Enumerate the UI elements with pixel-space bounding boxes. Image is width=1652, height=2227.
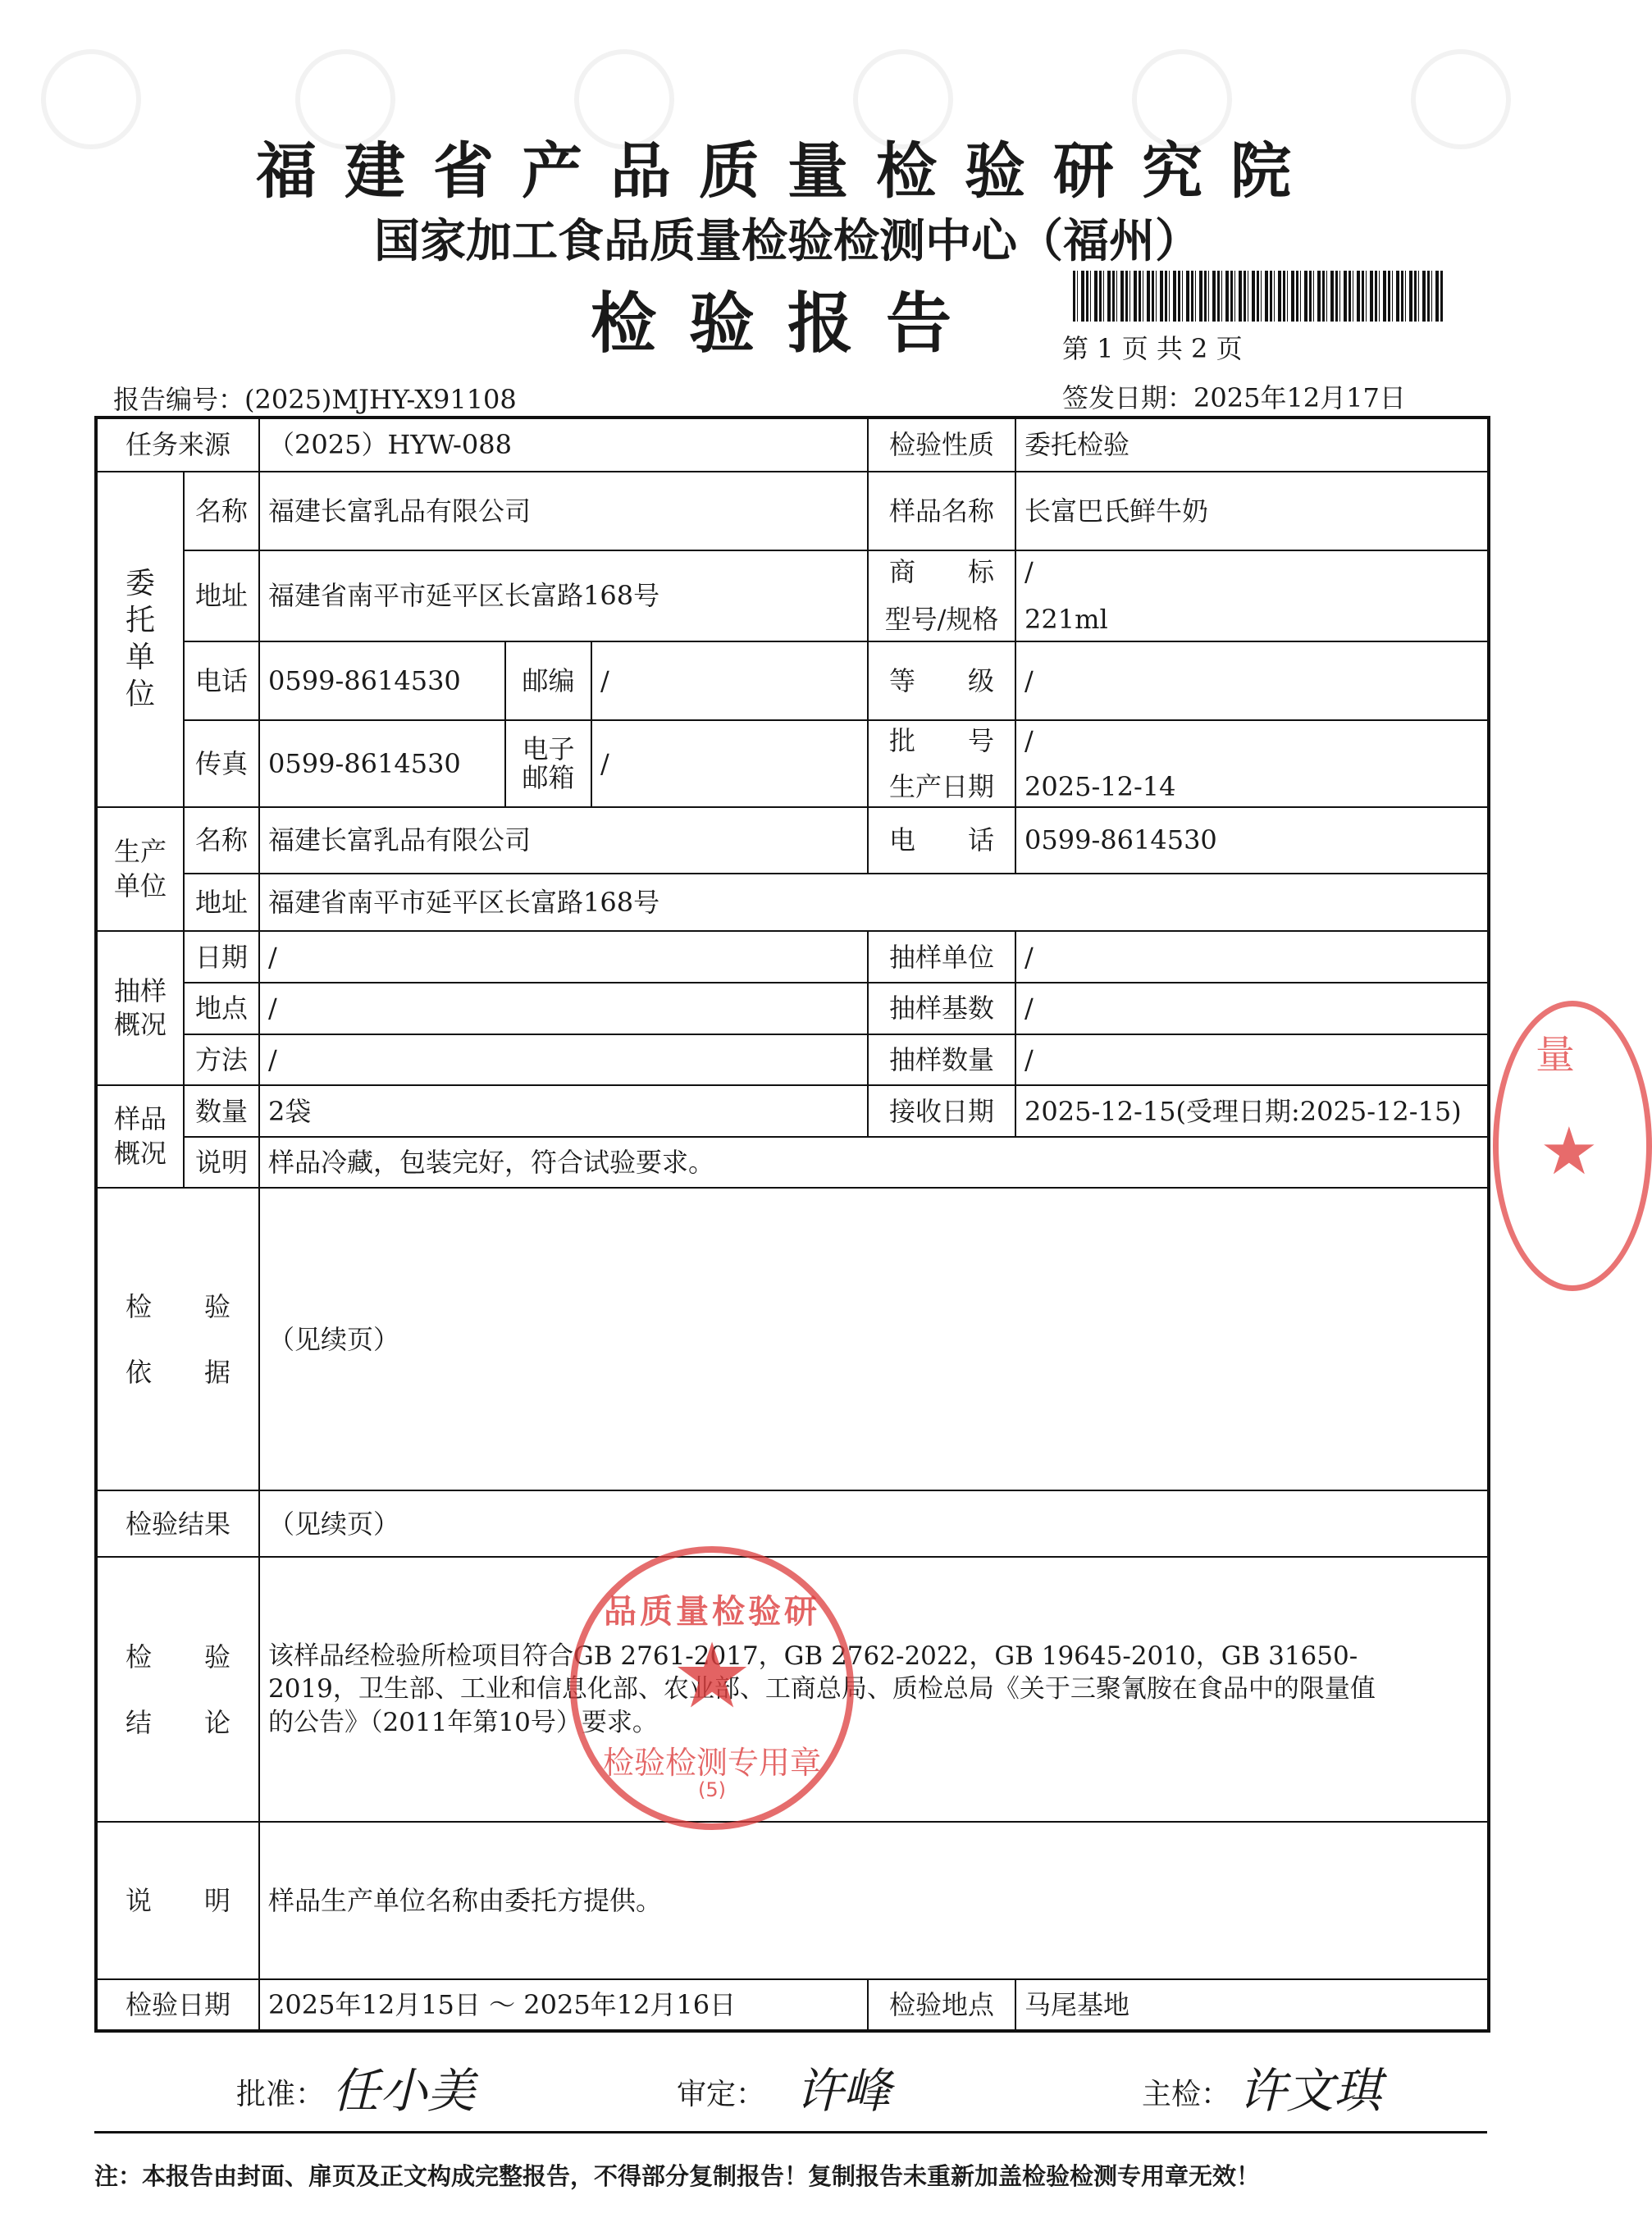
test-place-value: 马尾基地 <box>1015 1979 1489 2031</box>
review-label: 审定： <box>677 2078 766 2111</box>
stamp-bottom-text: 检验检测专用章 <box>602 1745 821 1781</box>
zip-value: / <box>591 641 868 720</box>
model-value: 221ml <box>1025 604 1108 636</box>
center-title: 国家加工食品质量检验检测中心（福州） <box>374 215 1201 268</box>
producer-name-label: 名称 <box>184 807 259 874</box>
note-value: 样品冷藏，包装完好，符合试验要求。 <box>259 1137 1489 1189</box>
review-signature: 许峰 <box>796 2063 892 2119</box>
recv-value: 2025-12-15(受理日期:2025-12-15) <box>1015 1085 1489 1137</box>
client-name-label: 名称 <box>184 472 259 550</box>
s-place-label: 地点 <box>184 983 259 1034</box>
basis-label-line2: 依 据 <box>125 1356 231 1388</box>
producer-tel-value: 0599-8614530 <box>1015 807 1489 874</box>
batch-value: / <box>1025 724 1034 756</box>
brand-label: 商 标 <box>889 556 995 588</box>
producer-name-value: 福建长富乳品有限公司 <box>259 807 868 874</box>
edge-stamp <box>1493 1001 1652 1291</box>
brand-value: / <box>1025 556 1034 588</box>
sample-name-value: 长富巴氏鲜牛奶 <box>1015 472 1489 550</box>
batch-label: 批 号 <box>889 724 995 756</box>
s-qty-value: / <box>1015 1034 1489 1086</box>
zip-label: 邮编 <box>505 641 591 720</box>
star-icon: ★ <box>1540 1113 1599 1189</box>
s-qty-label: 抽样数量 <box>868 1034 1015 1086</box>
remark-value: 样品生产单位名称由委托方提供。 <box>259 1822 1489 1979</box>
basis-label <box>96 1188 259 1490</box>
report-number: 报告编号：(2025)MJHY-X91108 <box>113 384 517 415</box>
s-unit-label: 抽样单位 <box>868 931 1015 983</box>
result-label: 检验结果 <box>96 1490 259 1557</box>
client-name-value: 福建长富乳品有限公司 <box>259 472 868 550</box>
test-date-value: 2025年12月15日 ～ 2025年12月16日 <box>259 1979 868 2031</box>
batch-date-values <box>1015 720 1489 807</box>
conclusion-label-line2: 结 论 <box>125 1706 231 1738</box>
email-label: 电子邮箱 <box>505 720 591 807</box>
issue-date: 签发日期：2025年12月17日 <box>1062 382 1406 413</box>
stamp-number: (5) <box>698 1778 726 1801</box>
footer <box>94 2131 1487 2216</box>
tel-label: 电话 <box>184 641 259 720</box>
result-value: （见续页） <box>259 1490 1489 1557</box>
footer-note: 注：本报告由封面、扉页及正文构成完整报告，不得部分复制报告！复制报告未重新加盖检验检测专用章无效！ <box>94 2162 1261 2190</box>
nature-value: 委托检验 <box>1015 418 1489 472</box>
conclusion-value: 该样品经检验所检项目符合GB 2761-2017，GB 2762-2022，GB 19645-2010，GB 31650-2019，卫生部、工业和信息化部、农业部、工商总局、质检总局《关于三聚氰胺在食品中的限量值的公告》（2011年第10号）要求。 <box>259 1557 1489 1822</box>
institute-title: 福建省产品质量检验研究院 <box>256 136 1319 207</box>
client-addr-value: 福建省南平市延平区长富路168号 <box>259 550 868 641</box>
official-stamp <box>570 1546 854 1830</box>
basis-label-line1: 检 验 <box>125 1290 231 1322</box>
conclusion-label <box>96 1557 259 1822</box>
basis-value: （见续页） <box>259 1188 1489 1490</box>
email-value: / <box>591 720 868 807</box>
barcode-icon <box>1073 271 1444 322</box>
remark-label: 说 明 <box>96 1822 259 1979</box>
producer-label: 生产单位 <box>96 807 184 932</box>
s-place-value: / <box>259 983 868 1034</box>
stamp-top-text: 品质量检验研 <box>604 1593 820 1631</box>
note-label: 说明 <box>184 1137 259 1189</box>
sample-label: 样品概况 <box>96 1085 184 1188</box>
nature-label: 检验性质 <box>868 418 1015 472</box>
s-method-value: / <box>259 1034 868 1086</box>
fax-value: 0599-8614530 <box>259 720 505 807</box>
model-label: 型号/规格 <box>884 604 999 636</box>
producer-addr-label: 地址 <box>184 874 259 932</box>
report-title: 检验报告 <box>591 285 984 362</box>
qty-value: 2袋 <box>259 1085 868 1137</box>
producer-tel-label: 电 话 <box>868 807 1015 874</box>
qty-label: 数量 <box>184 1085 259 1137</box>
chief-signature: 许文琪 <box>1239 2063 1382 2119</box>
chief-label: 主检： <box>1142 2078 1231 2111</box>
grade-label: 等 级 <box>868 641 1015 720</box>
approve-label: 批准： <box>236 2078 326 2111</box>
brand-model-labels <box>868 550 1015 641</box>
prod-date-label: 生产日期 <box>889 770 995 802</box>
s-base-value: / <box>1015 983 1489 1034</box>
test-place-label: 检验地点 <box>868 1979 1015 2031</box>
brand-model-values <box>1015 550 1489 641</box>
task-source-label: 任务来源 <box>96 418 259 472</box>
page-info: 第 1 页 共 2 页 <box>1062 333 1243 364</box>
prod-date-value: 2025-12-14 <box>1025 770 1176 802</box>
s-base-label: 抽样基数 <box>868 983 1015 1034</box>
sample-name-label: 样品名称 <box>868 472 1015 550</box>
sampling-label: 抽样概况 <box>96 931 184 1085</box>
conclusion-label-line1: 检 验 <box>125 1641 231 1673</box>
edge-stamp-text: 量 <box>1536 1032 1576 1078</box>
s-method-label: 方法 <box>184 1034 259 1086</box>
producer-addr-value: 福建省南平市延平区长富路168号 <box>259 874 1489 932</box>
recv-label: 接收日期 <box>868 1085 1015 1137</box>
client-label: 委 托 单 位 <box>96 472 184 807</box>
s-date-value: / <box>259 931 868 983</box>
test-date-label: 检验日期 <box>96 1979 259 2031</box>
s-unit-value: / <box>1015 931 1489 983</box>
tel-value: 0599-8614530 <box>259 641 505 720</box>
batch-date-labels <box>868 720 1015 807</box>
s-date-label: 日期 <box>184 931 259 983</box>
task-source-value: （2025）HYW-088 <box>259 418 868 472</box>
star-icon: ★ <box>671 1623 753 1728</box>
client-addr-label: 地址 <box>184 550 259 641</box>
fax-label: 传真 <box>184 720 259 807</box>
approve-signature: 任小美 <box>332 2063 476 2119</box>
grade-value: / <box>1015 641 1489 720</box>
